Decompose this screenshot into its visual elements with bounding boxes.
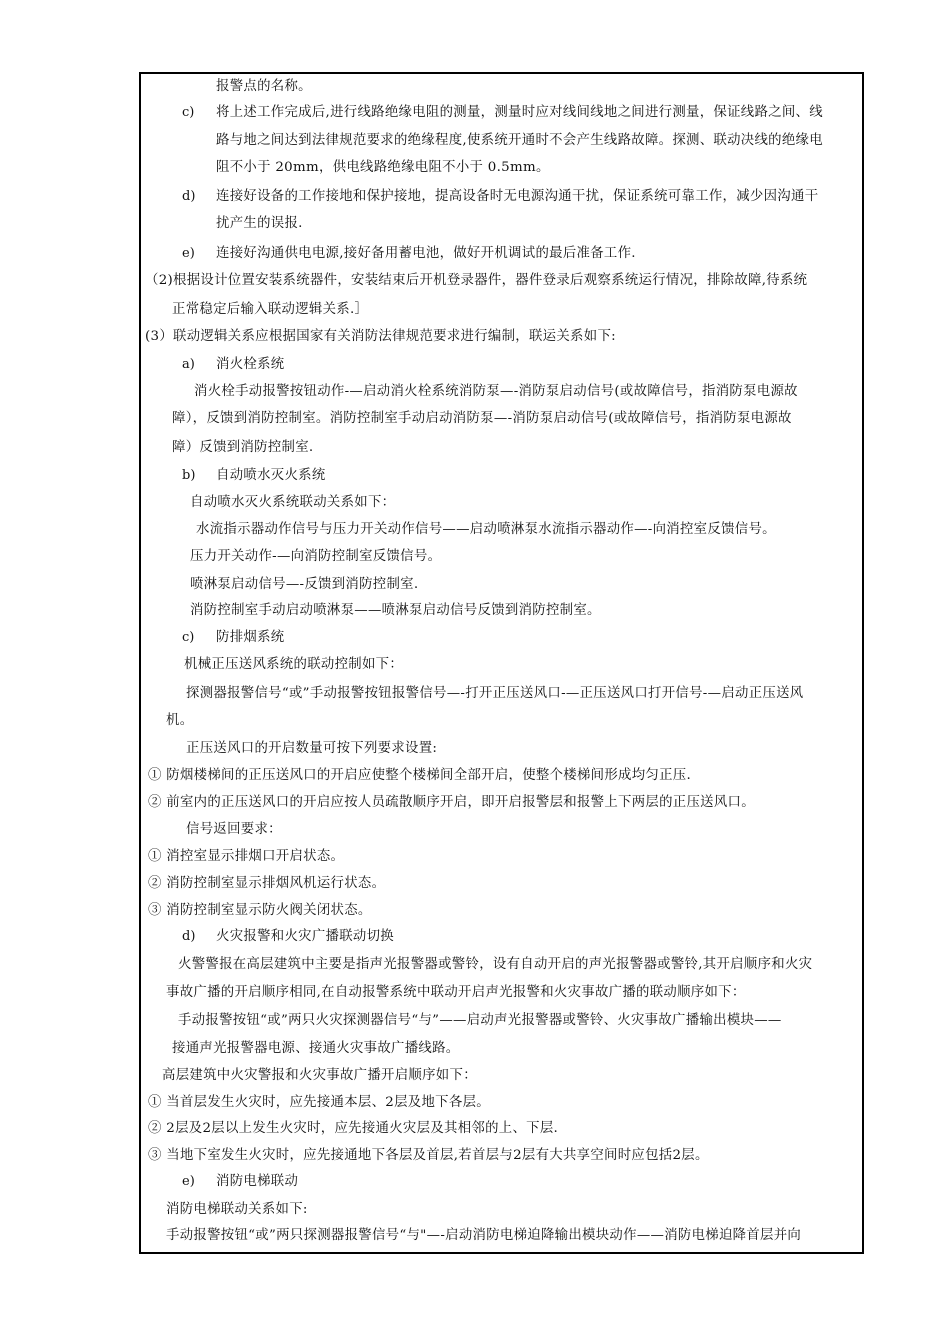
text-line: ③ 当地下室发生火灾时，应先接通地下各层及首层,若首层与2层有大共享空间时应包括2层。 — [148, 1148, 709, 1163]
text-line: (3）联动逻辑关系应根据国家有关消防法律规范要求进行编制，联运关系如下: — [145, 329, 616, 344]
text-line: 喷淋泵启动信号—-反馈到消防控制室. — [190, 577, 419, 592]
text-line: 连接好设备的工作接地和保护接地，提高设备时无电源沟通干扰，保证系统可靠工作，减少因沟通干 — [216, 189, 819, 204]
text-line: 连接好沟通供电电源,接好备用蓄电池，做好开机调试的最后准备工作. — [216, 246, 636, 261]
text-line: ① 防烟楼梯间的正压送风口的开启应使整个楼梯间全部开启，使整个楼梯间形成均匀正压. — [148, 768, 692, 783]
text-line: 自动喷水灭火系统联动关系如下： — [190, 495, 396, 510]
text-line: ② 消防控制室显示排烟风机运行状态。 — [148, 876, 386, 891]
text-line: 机械正压送风系统的联动控制如下： — [184, 657, 404, 672]
text-line: ② 前室内的正压送风口的开启应按人员疏散顺序开启，即开启报警层和报警上下两层的正压送风口。 — [148, 795, 755, 810]
text-line: 火灾报警和火灾广播联动切换 — [216, 929, 394, 944]
text-line: 障）反馈到消防控制室. — [172, 440, 314, 455]
list-marker-d: d) — [182, 189, 196, 204]
list-marker-b: b) — [182, 468, 196, 483]
list-marker-d2: d) — [182, 929, 196, 944]
list-marker-e: e) — [182, 246, 195, 261]
text-line: 高层建筑中火灾警报和火灾事故广播开启顺序如下： — [162, 1068, 477, 1083]
text-line: 障），反馈到消防控制室。消防控制室手动启动消防泵—-消防泵启动信号(或故障信号，指消防泵电源故 — [172, 411, 792, 426]
text-line: 正压送风口的开启数量可按下列要求设置: — [186, 741, 438, 756]
text-line: 接通声光报警器电源、接通火灾事故广播线路。 — [172, 1041, 460, 1056]
text-line: 手动报警按钮“或”两只探测器报警信号“与"—-启动消防电梯迫降输出模块动作——消防电梯迫降首层并向 — [166, 1228, 802, 1243]
text-line: 事故广播的开启顺序相同,在自动报警系统中联动开启声光报警和火灾事故广播的联动顺序如下： — [166, 985, 746, 1000]
text-line: 路与地之间达到法律规范要求的绝缘程度,使系统开通时不会产生线路故障。探测、联动决线的绝缘电 — [216, 133, 823, 148]
list-marker-c2: c) — [182, 630, 195, 645]
list-marker-c: c) — [182, 105, 195, 120]
text-line: 消防电梯联动 — [216, 1174, 299, 1189]
text-line: 信号返回要求： — [186, 822, 282, 837]
text-line: 阻不小于 20mm，供电线路绝缘电阻不小于 0.5mm。 — [216, 160, 550, 175]
text-line: 消火栓系统 — [216, 357, 285, 372]
text-line: 探测器报警信号“或”手动报警按钮报警信号—-打开正压送风口-—正压送风口打开信号-—启动正压送风 — [186, 686, 804, 701]
text-line: ① 当首层发生火灾时，应先接通本层、2层及地下各层。 — [148, 1095, 490, 1110]
text-line: （2)根据设计位置安装系统器件，安装结束后开机登录器件，器件登录后观察系统运行情况，排除故障,待系统 — [145, 273, 808, 288]
text-line: 火警警报在高层建筑中主要是指声光报警器或警铃，设有自动开启的声光报警器或警铃,其开启顺序和火灾 — [178, 957, 813, 972]
text-line: 自动喷水灭火系统 — [216, 468, 326, 483]
text-line: 机。 — [166, 713, 194, 728]
text-line: ③ 消防控制室显示防火阀关闭状态。 — [148, 903, 372, 918]
text-line: 消防电梯联动关系如下: — [166, 1202, 308, 1217]
text-line: 防排烟系统 — [216, 630, 285, 645]
list-marker-e2: e) — [182, 1174, 195, 1189]
text-line: 消火栓手动报警按钮动作-—启动消火栓系统消防泵—-消防泵启动信号(或故障信号，指消防泵电源故 — [194, 384, 798, 399]
text-line: ② 2层及2层以上发生火灾时，应先接通火灾层及其相邻的上、下层. — [148, 1121, 559, 1136]
text-line: 将上述工作完成后,进行线路绝缘电阻的测量，测量时应对线间线地之间进行测量，保证线路之间、线 — [216, 105, 823, 120]
list-marker-a: a) — [182, 357, 195, 372]
text-line: 扰产生的误报. — [216, 216, 303, 231]
text-line: 报警点的名称。 — [216, 79, 312, 94]
text-line: 压力开关动作-—向消防控制室反馈信号。 — [190, 549, 442, 564]
text-line: ① 消控室显示排烟口开启状态。 — [148, 849, 345, 864]
text-line: 手动报警按钮“或”两只火灾探测器信号“与”——启动声光报警器或警铃、火灾事故广播输出模块—— — [178, 1013, 782, 1028]
text-line: 消防控制室手动启动喷淋泵——喷淋泵启动信号反馈到消防控制室。 — [190, 603, 601, 618]
text-line: 水流指示器动作信号与压力开关动作信号——启动喷淋泵水流指示器动作—-向消控室反馈信号。 — [196, 522, 776, 537]
text-line: 正常稳定后输入联动逻辑关系.］ — [172, 302, 369, 317]
